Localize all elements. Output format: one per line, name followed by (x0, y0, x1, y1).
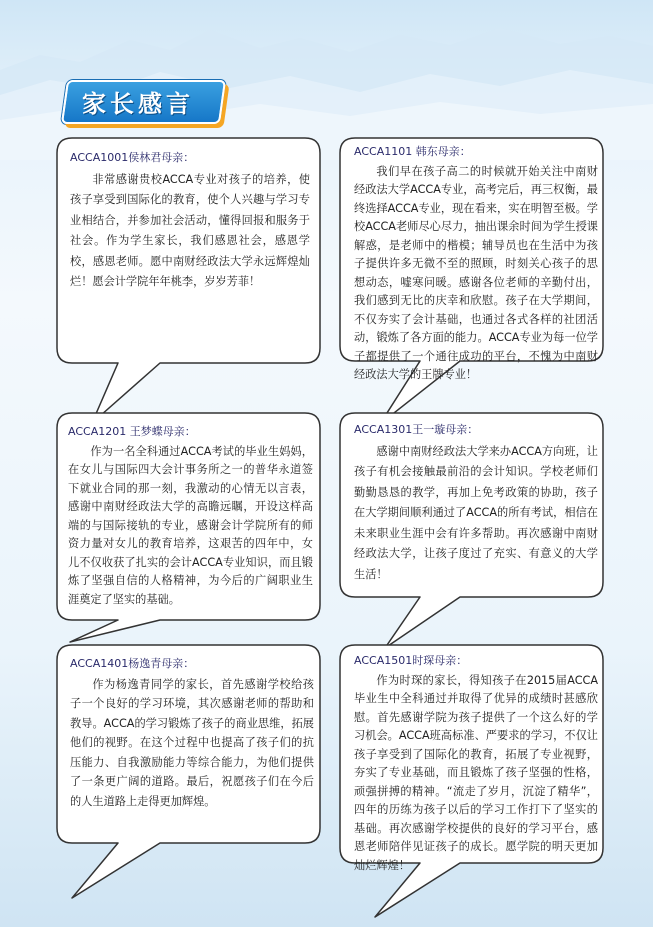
testimonial-card (354, 652, 598, 875)
testimonial-card (68, 423, 313, 609)
parent-name: ACCA1401杨逸青母亲： (70, 657, 195, 670)
testimonial-card (70, 148, 310, 293)
testimonial-text: 我们早在孩子高二的时候就开始关注中南财经政法大学ACCA专业，高考完后，再三权衡，最终选择ACCA专业，现在看来，实在明智至极。学校ACCA老师尽心尽力，抽出课余时间为学生授课解惑，是老师中的楷模；辅导员也在生活中为孩子提供许多无微不至的照顾，时刻关心孩子的思想动态，嘘寒问暖。感谢各位老师的辛勤付出，我们感到无比的庆幸和欣慰。孩子在大学期间，不仅夯实了会计基础，也通过各式各样的社团活动，锻炼了各方面的能力。ACCA专业为每一位学子都提供了一个通往成功的平台，不愧为中南财经政法大学的王牌专业！ (354, 164, 598, 381)
testimonial-text: 非常感谢贵校ACCA专业对孩子的培养，使孩子享受到国际化的教育，使个人兴趣与学习专业相结合，并参加社会活动，懂得回报和服务于社会。作为学生家长，我们感恩社会，感恩学校，感恩老师。愿中南财经政法大学永远辉煌灿烂！愿会计学院年年桃李，岁岁芳菲！ (70, 172, 310, 288)
parent-name: ACCA1201 王梦蝶母亲： (68, 425, 196, 438)
testimonial-card (354, 420, 598, 585)
parent-name: ACCA1501时琛母亲： (354, 654, 468, 667)
testimonial-text: 作为一名全科通过ACCA考试的毕业生妈妈，在女儿与国际四大会计事务所之一的普华永道签下就业合同的那一刻，我激动的心情无以言表，感谢中南财经政法大学的高瞻远瞩，开设这样高端的与国际接轨的专业，感谢会计学院所有的师资力量对女儿的教育培养，这艰苦的四年中，女儿不仅收获了扎实的会计ACCA专业知识，而且锻炼了坚强自信的人格精神，为今后的广阔职业生涯奠定了坚实的基础。 (68, 444, 313, 606)
testimonial-card (354, 143, 598, 385)
testimonial-text: 作为杨逸青同学的家长，首先感谢学校给孩子一个良好的学习环境，其次感谢老师的帮助和教导。ACCA的学习锻炼了孩子的商业思维，拓展他们的视野。在这个过程中也提高了孩子们的抗压能力、自我激励能力等综合能力，为他们提供了一条更广阔的道路。最后，祝愿孩子们在今后的人生道路上走得更加辉煌。 (70, 677, 314, 808)
parent-name: ACCA1001侯林君母亲： (70, 151, 195, 164)
testimonial-card (70, 654, 314, 811)
page-title: 家长感言 (82, 90, 194, 118)
parent-name: ACCA1101 韩东母亲： (354, 145, 471, 158)
parent-name: ACCA1301王一璇母亲： (354, 423, 479, 436)
testimonial-text: 感谢中南财经政法大学来办ACCA方向班，让孩子有机会接触最前沿的会计知识。学校老师们勤勤恳恳的教学，再加上免考政策的协助，孩子在大学期间顺利通过了ACCA的所有考试，相信在未来职业生涯中会有许多帮助。再次感谢中南财经政法大学，让孩子度过了充实、有意义的大学生活！ (354, 444, 598, 581)
testimonial-text: 作为时琛的家长，得知孩子在2015届ACCA毕业生中全科通过并取得了优异的成绩时甚感欣慰。首先感谢学院为孩子提供了一个这么好的学习机会。ACCA班高标准、严要求的学习，不仅让孩子享受到了国际化的教育，拓展了专业视野，夯实了专业基础，而且锻炼了孩子坚强的性格，顽强拼搏的精神。“流走了岁月，沉淀了精华”，四年的历练为孩子以后的学习工作打下了坚实的基础。再次感谢学校提供的良好的学习平台，感恩老师陪伴见证孩子的成长。愿学院的明天更加灿烂辉煌！ (354, 673, 598, 872)
